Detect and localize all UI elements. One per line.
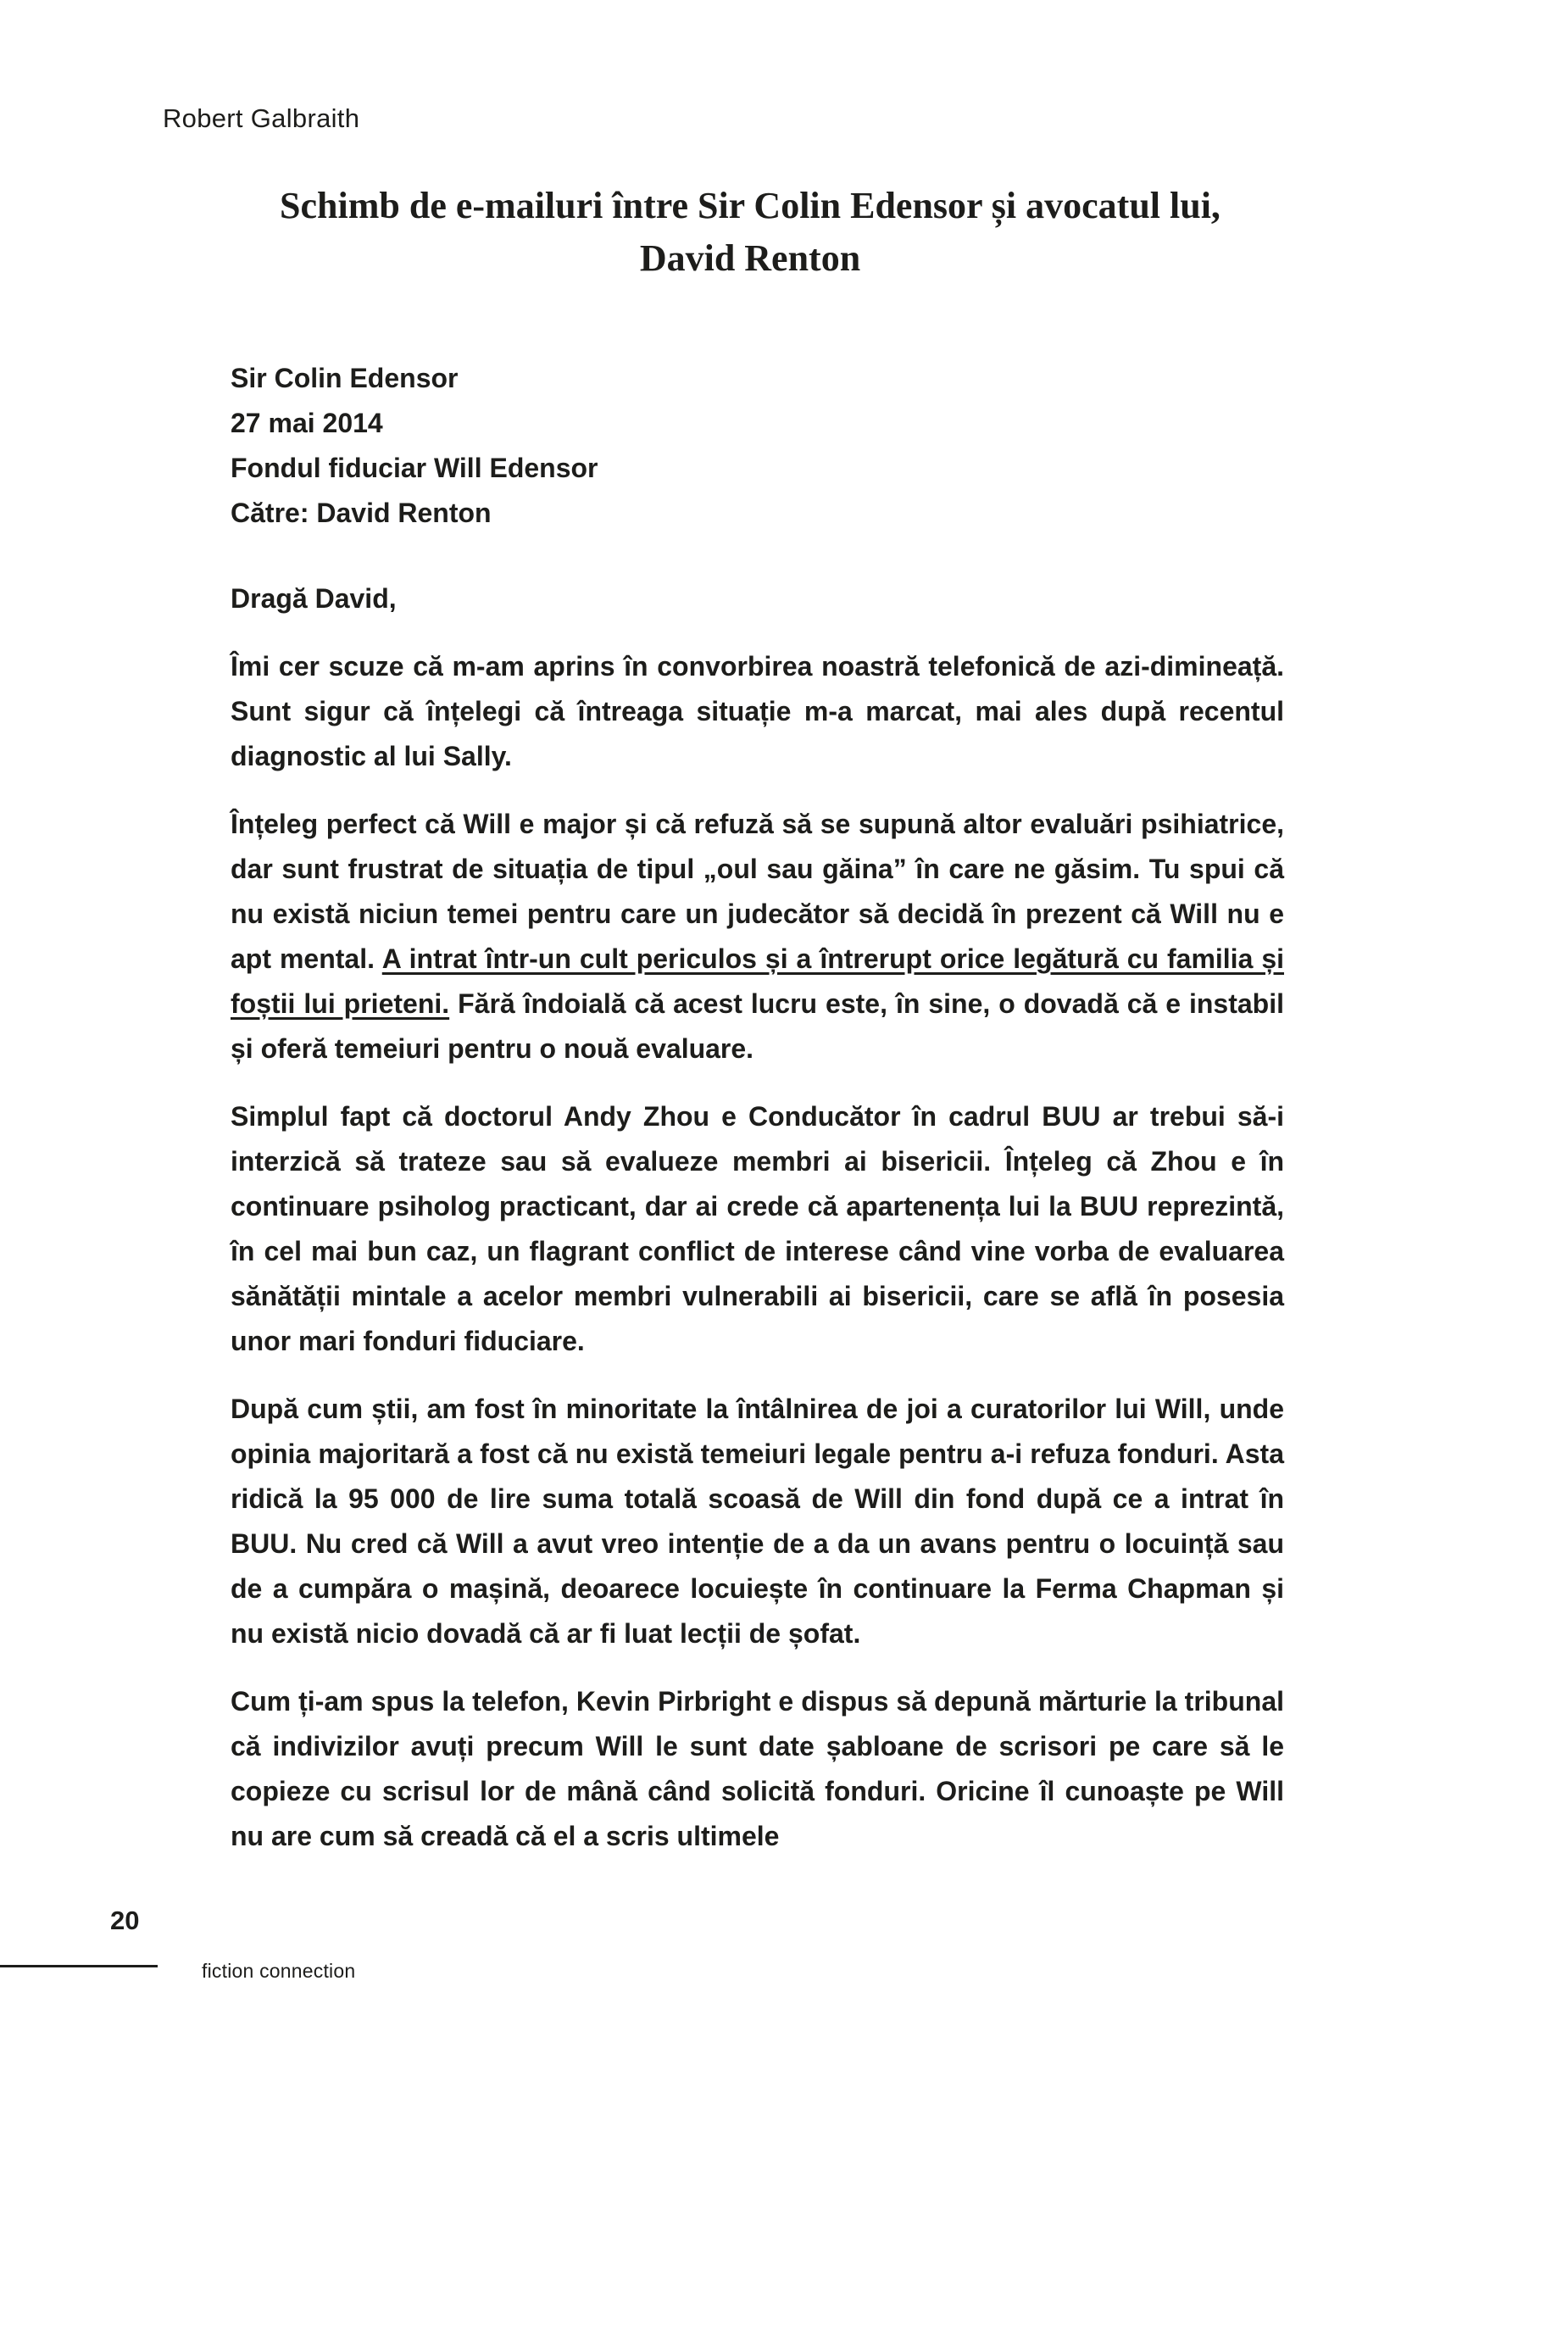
paragraph-2-text-after: Fără îndoială că acest lucru este, în sine, o dovadă că e instabil și oferă temeiuri pentru o nouă evaluare. [231, 988, 1285, 1064]
email-recipient: Către: David Renton [231, 498, 492, 528]
email-sender: Sir Colin Edensor [231, 363, 459, 393]
email-subject: Fondul fiduciar Will Edensor [231, 453, 598, 483]
email-date: 27 mai 2014 [231, 408, 383, 438]
paragraph-1: Îmi cer scuze că m-am aprins în convorbirea noastră telefonică de azi-dimineață. Sunt sigur că înțelegi că întreaga situație m-a marcat, mai ales după recentul diagnostic al lui Sally. [231, 651, 1284, 771]
email-body [231, 356, 1284, 1859]
paragraph-2-underlined-sentence: A intrat într-un cult periculos și a întrerupt orice legătură cu familia și foștii lui prieteni. [231, 943, 1285, 1019]
paragraph-3: Simplul fapt că doctorul Andy Zhou e Conducător în cadrul BUU ar trebui să-i interzică să trateze sau să evalueze membri ai bisericii. Înțeleg că Zhou e în continuare psiholog practicant, dar ai crede că apartenența lui la BUU reprezintă, în cel mai bun caz, un flagrant conflict de interese când vine vorba de evaluarea sănătății mintale a acelor membri vulnerabili ai bisericii, care se află în posesia unor mari fonduri fiduciare. [231, 1101, 1284, 1356]
email-header [231, 356, 1284, 536]
imprint-label: fiction connection [202, 1960, 356, 1982]
paragraph-4: După cum știi, am fost în minoritate la întâlnirea de joi a curatorilor lui Will, unde opinia majoritară a fost că nu există temeiuri legale pentru a-i refuza fonduri. Asta ridică la 95 000 de lire suma totală scoasă de Will din fond după ce a intrat în BUU. Nu cred că Will a avut vreo intenție de a da un avans pentru o locuință sau de a cumpăra o mașină, deoarece locuiește în continuare la Ferma Chapman și nu există nicio dovadă că ar fi luat lecții de șofat. [231, 1394, 1284, 1649]
paragraph-5: Cum ți-am spus la telefon, Kevin Pirbright e dispus să depună mărturie la tribunal că indivizilor avuți precum Will le sunt date șabloane de scrisori pe care să le copieze cu scrisul lor de mână când solicită fonduri. Oricine îl cunoaște pe Will nu are cum să creadă că el a scris ultimele [231, 1686, 1284, 1851]
chapter-title-line1: Schimb de e-mailuri între Sir Colin Edensor și avocatul lui, [280, 185, 1220, 226]
paragraph-2-text-before: Înțeleg perfect că Will e major și că refuză să se supună altor evaluări psihiatrice, dar sunt frustrat de situația de tipul „oul sau găina” în care ne găsim. Tu spui că nu există niciun temei pentru care un judecător să decidă în prezent că Will nu e apt mental. [231, 809, 1284, 974]
page-number: 20 [110, 1906, 140, 1935]
paragraph-2 [231, 802, 1284, 1071]
chapter-title [127, 180, 1373, 285]
chapter-title-line2: David Renton [639, 237, 861, 279]
email-salutation: Dragă David, [231, 583, 397, 614]
running-header-author: Robert Galbraith [163, 103, 360, 133]
footer-rule [0, 1965, 158, 1967]
